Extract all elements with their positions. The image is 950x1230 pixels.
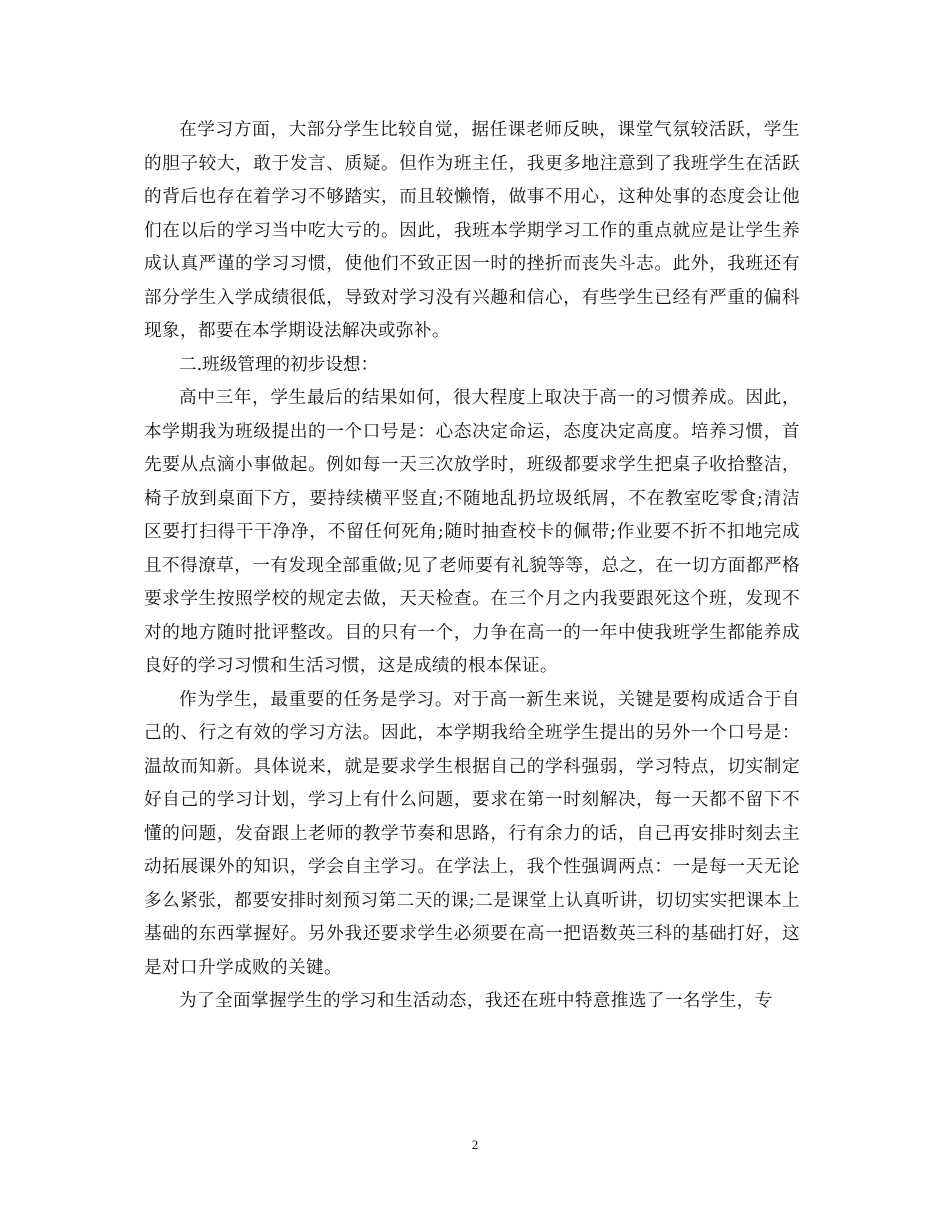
paragraph-study-situation: 在学习方面，大部分学生比较自觉，据任课老师反映，课堂气氛较活跃，学生的胆子较大，敢于发言、质疑。但作为班主任，我更多地注意到了我班学生在活跃的背后也存在着学习不够踏实，而且较懒惰，做事不用心，这种处事的态度会让他们在以后的学习当中吃大亏的。因此，我班本学期学习工作的重点就应是让学生养成认真严谨的学习习惯，使他们不致正因一时的挫折而丧失斗志。此外，我班还有部分学生入学成绩很低，导致对学习没有兴趣和信心，有些学生已经有严重的偏科现象，都要在本学期设法解决或弥补。 [144,120,800,341]
paragraph-study-methods: 作为学生，最重要的任务是学习。对于高一新生来说，关键是要构成适合于自己的、行之有效的学习方法。因此，本学期我给全班学生提出的另外一个口号是：温故而知新。具体说来，就是要求学生根据自己的学科强弱，学习特点，切实制定好自己的学习计划，学习上有什么问题，要求在第一时刻解决，每一天都不留下不懂的问题，发奋跟上老师的教学节奏和思路，行有余力的话，自己再安排时刻去主动拓展课外的知识，学会自主学习。在学法上，我个性强调两点：一是每一天无论多么紧张，都要安排时刻预习第二天的课;二是课堂上认真听讲，切切实实把课本上基础的东西掌握好。另外我还要求学生必须要在高一把语数英三科的基础打好，这是对口升学成败的关键。 [144,689,800,978]
document-body [144,114,800,1019]
page-number: 2 [471,1137,479,1152]
paragraph-habit-formation: 高中三年，学生最后的结果如何，很大程度上取决于高一的习惯养成。因此，本学期我为班级提出的一个口号是：心态决定命运，态度决定高度。培养习惯，首先要从点滴小事做起。例如每一天三次放学时，班级都要求学生把桌子收拾整洁，椅子放到桌面下方，要持续横平竖直;不随地乱扔垃圾纸屑，不在教室吃零食;清洁区要打扫得干干净净，不留任何死角;随时抽查校卡的佩带;作业要不折不扣地完成且不得潦草，一有发现全部重做;见了老师要有礼貌等等，总之，在一切方面都严格要求学生按照学校的规定去做，天天检查。在三个月之内我要跟死这个班，发现不对的地方随时批评整改。目的只有一个，力争在高一的一年中使我班学生都能养成良好的学习习惯和生活习惯，这是成绩的根本保证。 [144,388,800,676]
paragraph-student-monitor: 为了全面掌握学生的学习和生活动态，我还在班中特意推选了一名学生，专 [179,991,773,1011]
section-heading-class-management: 二.班级管理的初步设想： [179,354,379,375]
